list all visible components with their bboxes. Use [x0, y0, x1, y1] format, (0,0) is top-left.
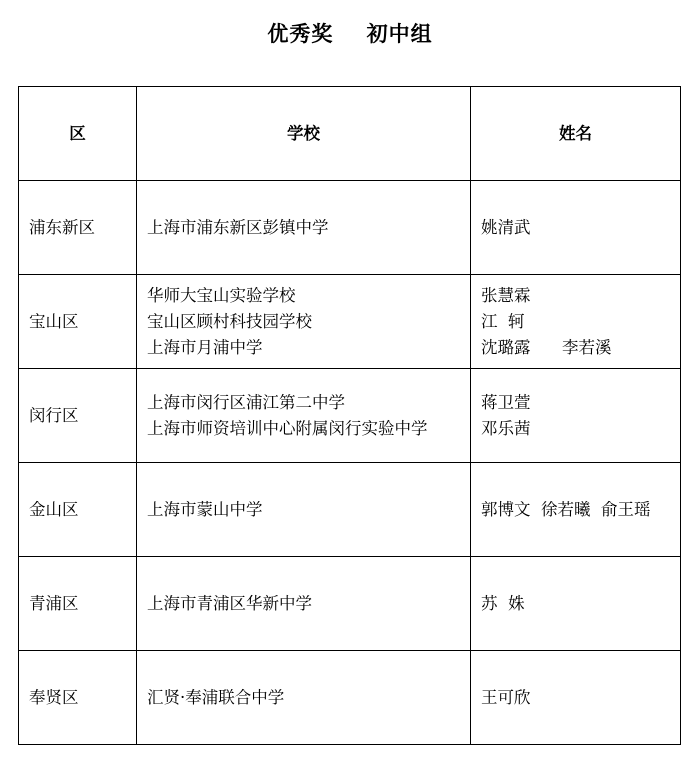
- header-names: 姓名: [471, 87, 681, 181]
- names-cell: [471, 369, 681, 463]
- school-name: 华师大宝山实验学校: [147, 285, 296, 305]
- table-row: [19, 275, 681, 369]
- header-district: 区: [19, 87, 137, 181]
- district-cell: 浦东新区: [19, 181, 137, 275]
- school-name: 上海市月浦中学: [147, 337, 263, 357]
- school-cell: [137, 181, 471, 275]
- school-name: 汇贤·奉浦联合中学: [147, 687, 285, 707]
- award-table: [18, 86, 681, 745]
- table-row: [19, 369, 681, 463]
- names-cell: [471, 275, 681, 369]
- table-row: [19, 557, 681, 651]
- school-name: 上海市蒙山中学: [147, 499, 263, 519]
- names-cell: [471, 557, 681, 651]
- names-cell: [471, 181, 681, 275]
- school-name: 上海市闵行区浦江第二中学: [147, 392, 345, 412]
- district-cell: 奉贤区: [19, 651, 137, 745]
- school-cell: [137, 463, 471, 557]
- district-cell: 金山区: [19, 463, 137, 557]
- table-row: [19, 463, 681, 557]
- student-names: 姚清武: [481, 217, 531, 237]
- header-school: 学校: [137, 87, 471, 181]
- school-cell: [137, 275, 471, 369]
- student-names: 邓乐茜: [481, 418, 531, 438]
- student-names: 沈璐露 李若溪: [481, 337, 612, 357]
- school-cell: [137, 651, 471, 745]
- school-name: 上海市师资培训中心附属闵行实验中学: [147, 418, 428, 438]
- school-cell: [137, 557, 471, 651]
- district-cell: 闵行区: [19, 369, 137, 463]
- district-cell: 宝山区: [19, 275, 137, 369]
- school-name: 宝山区顾村科技园学校: [147, 311, 312, 331]
- table-header-row: [19, 87, 681, 181]
- names-cell: [471, 463, 681, 557]
- student-names: 郭博文 徐若曦 俞王瑶: [481, 499, 651, 519]
- student-names: 张慧霖: [481, 285, 531, 305]
- table-row: [19, 181, 681, 275]
- names-cell: [471, 651, 681, 745]
- student-names: 江 轲: [481, 311, 525, 331]
- school-name: 上海市浦东新区彭镇中学: [147, 217, 329, 237]
- page-title: 优秀奖 初中组: [267, 21, 433, 46]
- student-names: 蒋卫萱: [481, 392, 531, 412]
- table-row: [19, 651, 681, 745]
- district-cell: 青浦区: [19, 557, 137, 651]
- student-names: 苏 姝: [481, 593, 525, 613]
- school-name: 上海市青浦区华新中学: [147, 593, 312, 613]
- school-cell: [137, 369, 471, 463]
- student-names: 王可欣: [481, 687, 531, 707]
